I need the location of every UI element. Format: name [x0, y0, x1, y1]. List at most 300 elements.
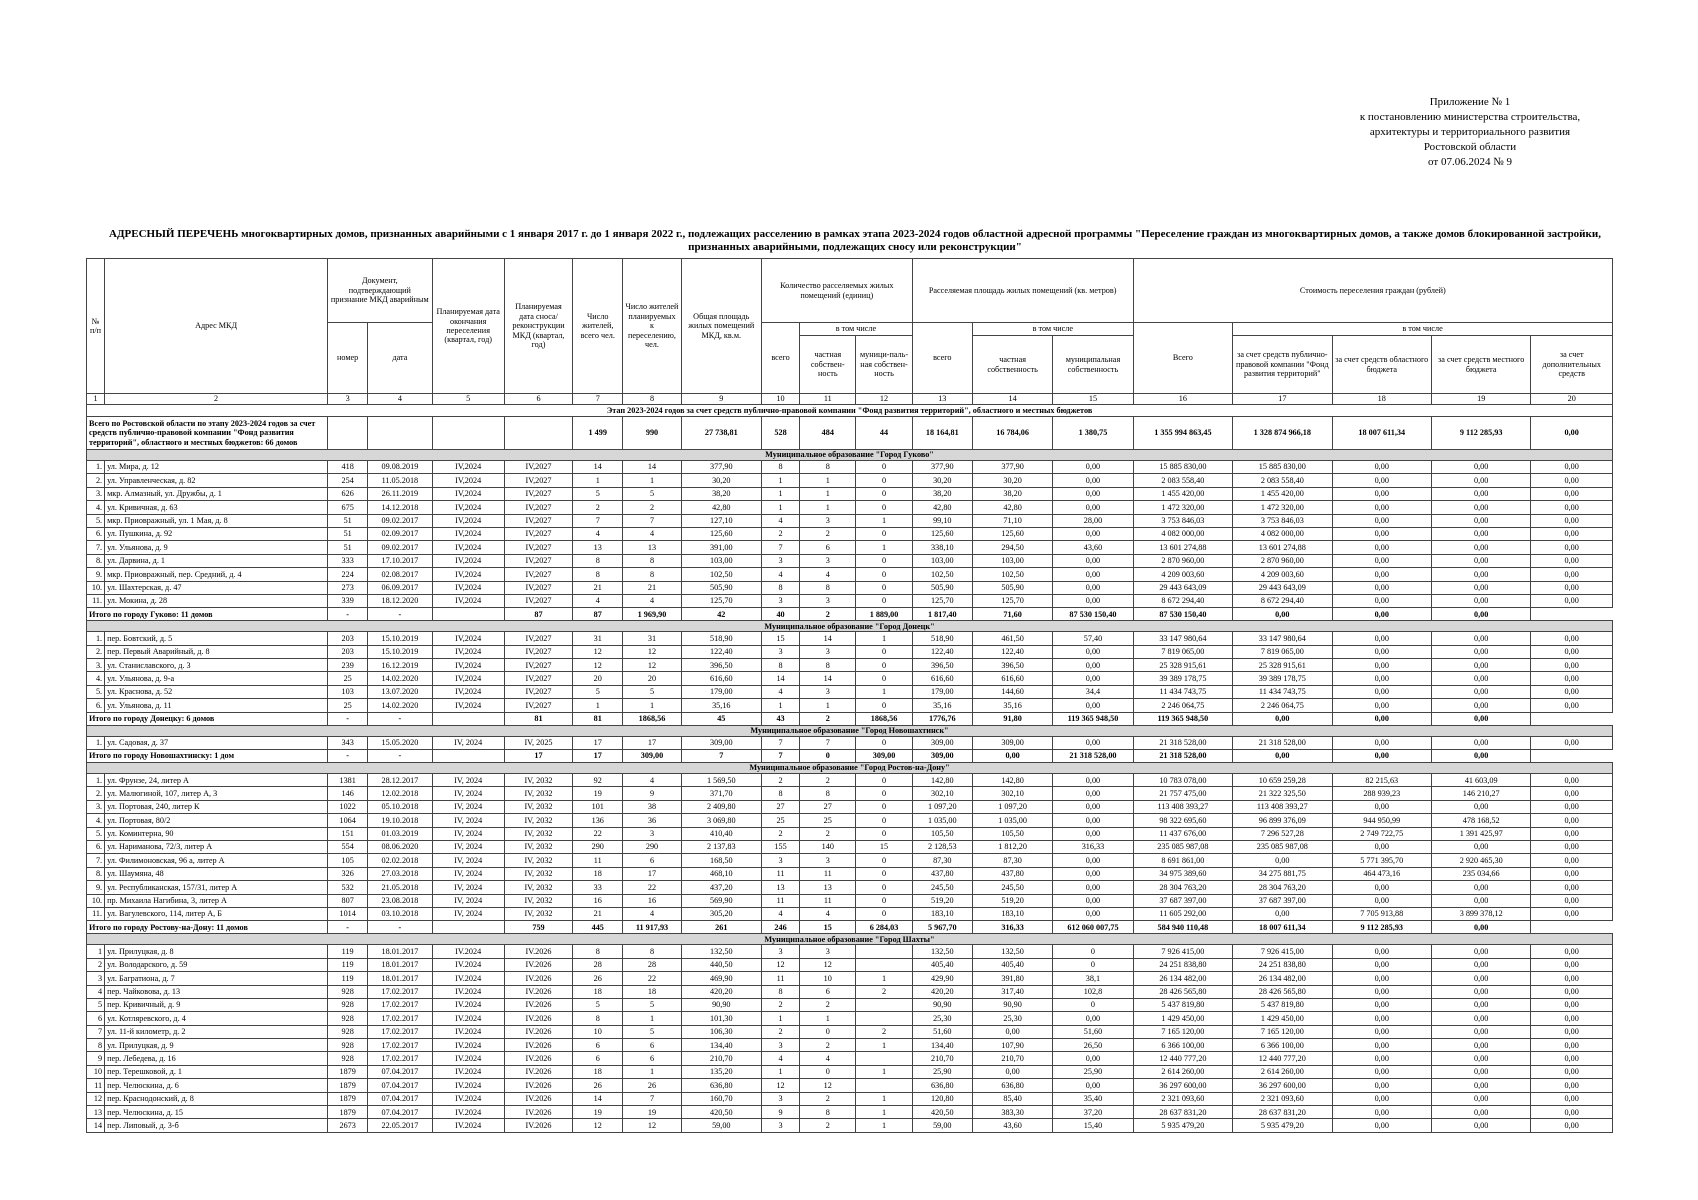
table-cell: 11 434 743,75 — [1133, 685, 1232, 698]
table-cell: 7 926 415,00 — [1233, 945, 1332, 958]
table-row — [87, 1092, 1613, 1105]
table-cell: 119 — [328, 945, 368, 958]
table-cell: 0,00 — [1431, 461, 1530, 474]
section-total-row — [87, 608, 1613, 621]
address-cell: ул. Пушкина, д. 92 — [105, 527, 328, 540]
table-cell: 0 — [856, 907, 912, 920]
table-cell: 0,00 — [1431, 1012, 1530, 1025]
section-total-cell: 0 — [800, 750, 856, 763]
table-cell: 7 — [87, 1025, 105, 1038]
table-cell: 122,40 — [912, 645, 972, 658]
section-total-cell: 71,60 — [972, 608, 1052, 621]
table-row — [87, 501, 1613, 514]
table-cell: 146 210,27 — [1431, 787, 1530, 800]
address-cell: пер. Лебедева, д. 16 — [105, 1052, 328, 1065]
table-row — [87, 985, 1613, 998]
grand-total-cell: 18 007 611,34 — [1332, 417, 1431, 450]
table-cell: 0 — [856, 461, 912, 474]
table-cell: 125,70 — [912, 594, 972, 607]
table-cell: 928 — [328, 1039, 368, 1052]
table-cell: 27 — [800, 800, 856, 813]
table-cell: 15 — [761, 632, 799, 645]
table-cell: IV.2024 — [432, 1119, 504, 1132]
table-cell: 8 691 861,00 — [1133, 854, 1232, 867]
table-cell: 420,50 — [681, 1106, 761, 1119]
table-cell: IV.2026 — [504, 1119, 572, 1132]
table-cell: 6 — [573, 1052, 623, 1065]
table-cell: 0,00 — [1332, 672, 1431, 685]
table-cell: 17.02.2017 — [368, 1012, 432, 1025]
table-cell: 85,40 — [972, 1092, 1052, 1105]
address-cell: ул. Прилуцкая, д. 9 — [105, 1039, 328, 1052]
table-row — [87, 814, 1613, 827]
address-cell: ул. Ульянова, д. 9 — [105, 541, 328, 554]
table-cell: 1 — [87, 945, 105, 958]
table-cell: IV,2027 — [504, 501, 572, 514]
table-cell: 4 — [761, 568, 799, 581]
table-cell: 1879 — [328, 1065, 368, 1078]
table-cell: 468,10 — [681, 867, 761, 880]
section-total-cell: 0,00 — [1233, 750, 1332, 763]
table-cell: 25 — [328, 672, 368, 685]
grand-total-cell: 9 112 285,93 — [1431, 417, 1530, 450]
table-cell: 2 614 260,00 — [1233, 1065, 1332, 1078]
column-number: 10 — [761, 394, 799, 405]
table-cell: IV.2024 — [432, 985, 504, 998]
table-cell: 0,00 — [1332, 501, 1431, 514]
table-cell: 420,50 — [912, 1106, 972, 1119]
table-cell: 0,00 — [1531, 1052, 1613, 1065]
table-cell: 30,20 — [972, 474, 1052, 487]
table-cell: 15 885 830,00 — [1133, 461, 1232, 474]
section-name: Муниципальное образование "Город Донецк" — [87, 621, 1613, 632]
table-row — [87, 659, 1613, 672]
table-cell: 28 426 565,80 — [1133, 985, 1232, 998]
table-cell: 1879 — [328, 1106, 368, 1119]
table-cell: 19.10.2018 — [368, 814, 432, 827]
address-cell: ул. Вагулевского, 114, литер А, Б — [105, 907, 328, 920]
table-cell: 28,00 — [1053, 514, 1133, 527]
table-cell: 7 — [761, 541, 799, 554]
table-cell: 01.03.2019 — [368, 827, 432, 840]
table-cell: 0,00 — [1531, 474, 1613, 487]
table-cell: 28 — [623, 958, 681, 971]
grand-total-cell: 44 — [856, 417, 912, 450]
table-cell: 0,00 — [1053, 827, 1133, 840]
table-cell: 6 366 100,00 — [1233, 1039, 1332, 1052]
table-cell: 16 — [573, 894, 623, 907]
table-cell: 9. — [87, 881, 105, 894]
table-cell: 0,00 — [1431, 645, 1530, 658]
table-cell: 11 — [761, 972, 799, 985]
table-cell: 119 — [328, 958, 368, 971]
table-cell: 90,90 — [681, 998, 761, 1011]
table-cell: 461,50 — [972, 632, 1052, 645]
table-cell: 0,00 — [1332, 881, 1431, 894]
table-cell: 1 — [856, 541, 912, 554]
table-cell: 179,00 — [681, 685, 761, 698]
section-total-cell: 87 — [504, 608, 572, 621]
table-cell: 0,00 — [1053, 568, 1133, 581]
table-cell: 305,20 — [681, 907, 761, 920]
table-cell: 8 — [623, 568, 681, 581]
table-row — [87, 699, 1613, 712]
table-cell: 0,00 — [1531, 907, 1613, 920]
table-cell: 9. — [87, 568, 105, 581]
table-cell: 1 472 320,00 — [1133, 501, 1232, 514]
table-cell: 134,40 — [681, 1039, 761, 1052]
table-cell: 3 — [761, 854, 799, 867]
address-cell: ул. Портовая, 80/2 — [105, 814, 328, 827]
table-cell: 51 — [328, 541, 368, 554]
grand-total-cell: 0,00 — [1531, 417, 1613, 450]
table-cell: 3 — [800, 645, 856, 658]
table-cell: IV,2027 — [504, 685, 572, 698]
section-header-row — [87, 934, 1613, 945]
table-cell: 0,00 — [1332, 632, 1431, 645]
address-cell: пер. Кривичный, д. 9 — [105, 998, 328, 1011]
section-total-cell: 42 — [681, 608, 761, 621]
table-cell: IV, 2032 — [504, 800, 572, 813]
table-cell: 1 429 450,00 — [1133, 1012, 1232, 1025]
table-cell: 391,00 — [681, 541, 761, 554]
table-cell: 302,10 — [972, 787, 1052, 800]
table-cell: 12 — [573, 645, 623, 658]
table-cell: 0,00 — [1233, 907, 1332, 920]
table-cell: 338,10 — [912, 541, 972, 554]
table-cell: 2 870 960,00 — [1133, 554, 1232, 567]
table-cell: 3 — [761, 554, 799, 567]
table-cell: 25,30 — [972, 1012, 1052, 1025]
table-cell: 2 — [623, 501, 681, 514]
header-total-area: Общая площадь жилых помещений МКД, кв.м. — [681, 259, 761, 394]
table-cell: 10 — [87, 1065, 105, 1078]
table-cell: 554 — [328, 840, 368, 853]
table-cell: 38,20 — [681, 487, 761, 500]
table-cell: IV, 2024 — [432, 736, 504, 749]
table-cell: 1 569,50 — [681, 774, 761, 787]
table-cell: 132,50 — [912, 945, 972, 958]
table-cell: 0,00 — [1531, 1025, 1613, 1038]
table-cell: IV.2026 — [504, 1092, 572, 1105]
table-cell: 1 097,20 — [912, 800, 972, 813]
table-cell: 105,50 — [912, 827, 972, 840]
table-cell: 4 — [623, 594, 681, 607]
table-cell: 0,00 — [1332, 945, 1431, 958]
table-cell: 5. — [87, 514, 105, 527]
table-cell: 28 304 763,20 — [1133, 881, 1232, 894]
table-cell: IV.2026 — [504, 1052, 572, 1065]
section-total-cell: 87 — [573, 608, 623, 621]
table-cell: 1 035,00 — [972, 814, 1052, 827]
table-cell: 0,00 — [1531, 787, 1613, 800]
table-cell: 17.02.2017 — [368, 1025, 432, 1038]
table-cell: 616,60 — [681, 672, 761, 685]
column-number: 14 — [972, 394, 1052, 405]
table-cell: 0,00 — [1431, 474, 1530, 487]
table-cell: 11 437 676,00 — [1133, 827, 1232, 840]
section-total-cell: - — [368, 750, 432, 763]
table-cell: 405,40 — [972, 958, 1052, 971]
table-cell: 51,60 — [912, 1025, 972, 1038]
table-cell: 505,90 — [972, 581, 1052, 594]
section-total-label: Итого по городу Ростову-на-Дону: 11 домов — [87, 921, 328, 934]
header-doc-date: дата — [368, 323, 432, 394]
section-total-cell: 40 — [761, 608, 799, 621]
appendix-block — [1320, 95, 1620, 170]
table-row — [87, 894, 1613, 907]
table-cell: 29 443 643,09 — [1233, 581, 1332, 594]
table-row — [87, 800, 1613, 813]
section-total-cell: 87 530 150,40 — [1133, 608, 1232, 621]
section-total-cell: 1868,56 — [856, 712, 912, 725]
table-cell: 1 — [856, 1065, 912, 1078]
table-cell: 140 — [800, 840, 856, 853]
table-cell: 03.10.2018 — [368, 907, 432, 920]
table-cell: 0,00 — [1332, 1119, 1431, 1132]
table-cell: 3 — [761, 1039, 799, 1052]
address-cell: ул. Мокина, д. 28 — [105, 594, 328, 607]
section-name: Муниципальное образование "Город Новошахтинск" — [87, 725, 1613, 736]
table-cell: IV.2024 — [432, 1065, 504, 1078]
table-cell: 0,00 — [1531, 461, 1613, 474]
table-cell: 101 — [573, 800, 623, 813]
table-cell: 0,00 — [1332, 800, 1431, 813]
table-cell: 302,10 — [912, 787, 972, 800]
table-cell: IV,2024 — [432, 685, 504, 698]
table-cell: 290 — [623, 840, 681, 853]
table-cell: 51 — [328, 514, 368, 527]
table-row — [87, 487, 1613, 500]
table-cell: 0,00 — [1431, 945, 1530, 958]
table-cell: 142,80 — [972, 774, 1052, 787]
table-cell: 0,00 — [1332, 568, 1431, 581]
table-cell: 38 — [623, 800, 681, 813]
table-cell: 2 321 093,60 — [1133, 1092, 1232, 1105]
table-cell: 0,00 — [1053, 1052, 1133, 1065]
table-cell: 13 601 274,88 — [1233, 541, 1332, 554]
table-cell: IV, 2032 — [504, 854, 572, 867]
table-cell: 7 — [761, 736, 799, 749]
table-cell: 18 — [573, 1065, 623, 1078]
table-cell: IV,2024 — [432, 672, 504, 685]
grand-total-cell: 990 — [623, 417, 681, 450]
table-cell: 0 — [856, 800, 912, 813]
table-cell: 0 — [856, 881, 912, 894]
table-cell: 6. — [87, 699, 105, 712]
table-cell: 26 134 482,00 — [1233, 972, 1332, 985]
table-cell: 12 — [573, 1119, 623, 1132]
table-cell: 254 — [328, 474, 368, 487]
table-cell: 127,10 — [681, 514, 761, 527]
table-cell: 0 — [856, 787, 912, 800]
table-cell: 418 — [328, 461, 368, 474]
table-cell: 120,80 — [912, 1092, 972, 1105]
appendix-line: к постановлению министерства строительства, — [1359, 111, 1581, 123]
grand-total-cell: 27 738,81 — [681, 417, 761, 450]
section-header-row — [87, 621, 1613, 632]
address-cell: мкр. Приовражный, пер. Средний, д. 4 — [105, 568, 328, 581]
table-cell: 21 — [573, 907, 623, 920]
stage-label: Этап 2023-2024 годов за счет средств публично-правовой компании "Фонд развития территорий", областного и местных бюджетов — [87, 405, 1613, 417]
table-cell: 6. — [87, 527, 105, 540]
table-cell: 8. — [87, 867, 105, 880]
table-cell: 31 — [573, 632, 623, 645]
table-row — [87, 568, 1613, 581]
table-cell: 3 753 846,03 — [1133, 514, 1232, 527]
header-residents-plan: Число жителей планируемых к переселению, чел. — [623, 259, 681, 394]
table-cell: 616,60 — [972, 672, 1052, 685]
table-cell: 12 440 777,20 — [1133, 1052, 1232, 1065]
table-cell: 17.10.2017 — [368, 554, 432, 567]
table-cell: 11 — [761, 894, 799, 907]
table-cell: 5 — [87, 998, 105, 1011]
section-total-cell: 1776,76 — [912, 712, 972, 725]
table-cell: 37 687 397,00 — [1133, 894, 1232, 907]
table-cell: 183,10 — [912, 907, 972, 920]
table-cell: 15 885 830,00 — [1233, 461, 1332, 474]
table-cell: 0,00 — [1332, 527, 1431, 540]
table-cell: 13 — [573, 541, 623, 554]
section-total-cell: 1 889,00 — [856, 608, 912, 621]
table-cell: 18.12.2020 — [368, 594, 432, 607]
table-cell: 0,00 — [1332, 1025, 1431, 1038]
table-cell: 245,50 — [972, 881, 1052, 894]
table-cell: 14 — [800, 632, 856, 645]
table-cell: 103,00 — [681, 554, 761, 567]
table-cell: 0,00 — [1531, 1092, 1613, 1105]
address-cell: пер. Чайковова, д. 13 — [105, 985, 328, 998]
table-cell: 25 — [761, 814, 799, 827]
table-cell: 24 251 838,80 — [1133, 958, 1232, 971]
table-cell: 14 — [800, 672, 856, 685]
table-cell: 288 939,23 — [1332, 787, 1431, 800]
table-cell: IV, 2024 — [432, 827, 504, 840]
table-cell: 2 — [761, 527, 799, 540]
table-cell: 0,00 — [1332, 685, 1431, 698]
section-total-cell: 759 — [504, 921, 572, 934]
table-cell: IV,2024 — [432, 487, 504, 500]
table-cell: 102,8 — [1053, 985, 1133, 998]
table-cell: 3 — [761, 1119, 799, 1132]
table-cell: 5 — [623, 998, 681, 1011]
table-cell: 0,00 — [1531, 514, 1613, 527]
table-cell: 102,50 — [912, 568, 972, 581]
table-cell: 1 — [573, 474, 623, 487]
table-cell: 0 — [856, 581, 912, 594]
table-row — [87, 645, 1613, 658]
table-cell: 11 — [761, 867, 799, 880]
table-cell: 0 — [1053, 998, 1133, 1011]
table-cell: 07.04.2017 — [368, 1092, 432, 1105]
address-cell: пер. Терешковой, д. 1 — [105, 1065, 328, 1078]
table-cell: 12 440 777,20 — [1233, 1052, 1332, 1065]
table-row — [87, 685, 1613, 698]
section-total-cell: 0,00 — [1332, 608, 1431, 621]
table-cell: IV.2024 — [432, 1106, 504, 1119]
address-cell: ул. Управленческая, д. 82 — [105, 474, 328, 487]
table-cell: 0,00 — [1332, 736, 1431, 749]
table-cell: 505,90 — [912, 581, 972, 594]
address-cell: ул. Ульянова, д. 9-а — [105, 672, 328, 685]
table-cell: 33 147 980,64 — [1233, 632, 1332, 645]
table-cell: 0 — [856, 527, 912, 540]
table-cell: 0,00 — [1053, 659, 1133, 672]
table-cell: 3 753 846,03 — [1233, 514, 1332, 527]
table-cell: 59,00 — [912, 1119, 972, 1132]
table-cell: 5. — [87, 827, 105, 840]
table-cell: 928 — [328, 1025, 368, 1038]
table-cell: 17.02.2017 — [368, 1052, 432, 1065]
table-cell: 1. — [87, 461, 105, 474]
table-cell: 807 — [328, 894, 368, 907]
table-row — [87, 774, 1613, 787]
table-cell: 1381 — [328, 774, 368, 787]
table-cell: 10 783 078,00 — [1133, 774, 1232, 787]
table-cell: 0 — [856, 487, 912, 500]
table-cell: 0,00 — [1431, 1079, 1530, 1092]
table-cell: 0,00 — [1531, 854, 1613, 867]
table-cell: 1 — [856, 685, 912, 698]
table-cell: 8 672 294,40 — [1133, 594, 1232, 607]
table-cell: 0,00 — [1431, 958, 1530, 971]
table-cell: 1 455 420,00 — [1233, 487, 1332, 500]
table-row — [87, 1039, 1613, 1052]
table-cell: 0,00 — [1531, 814, 1613, 827]
header-area-group: Расселяемая площадь жилых помещений (кв. метров) — [912, 259, 1133, 323]
table-cell: IV, 2024 — [432, 840, 504, 853]
table-cell: 125,70 — [681, 594, 761, 607]
table-cell: IV, 2032 — [504, 867, 572, 880]
address-cell: ул. Прилуцкая, д. 8 — [105, 945, 328, 958]
table-cell: 2 — [856, 985, 912, 998]
table-cell: 125,60 — [972, 527, 1052, 540]
table-cell: 3 — [761, 594, 799, 607]
table-cell: 3 — [761, 945, 799, 958]
table-cell: 0,00 — [1531, 554, 1613, 567]
section-total-row — [87, 750, 1613, 763]
table-cell: IV,2024 — [432, 527, 504, 540]
table-cell: 28.12.2017 — [368, 774, 432, 787]
table-cell: 0 — [856, 867, 912, 880]
table-cell: 103,00 — [912, 554, 972, 567]
table-cell: 309,00 — [912, 736, 972, 749]
table-cell: 8 — [87, 1039, 105, 1052]
table-cell: 29 443 643,09 — [1133, 581, 1232, 594]
table-cell: 8 — [800, 461, 856, 474]
table-cell: 410,40 — [681, 827, 761, 840]
table-cell: IV,2027 — [504, 594, 572, 607]
table-cell: IV.2026 — [504, 1039, 572, 1052]
section-total-cell: 43 — [761, 712, 799, 725]
table-cell: 0,00 — [1053, 527, 1133, 540]
table-cell: 4 082 000,00 — [1133, 527, 1232, 540]
table-cell: 183,10 — [972, 907, 1052, 920]
table-cell: 2 321 093,60 — [1233, 1092, 1332, 1105]
table-cell: 4 — [761, 907, 799, 920]
section-name: Муниципальное образование "Город Шахты" — [87, 934, 1613, 945]
table-cell: 5 771 395,70 — [1332, 854, 1431, 867]
header-count-total: всего — [761, 323, 799, 394]
table-cell: 0 — [856, 736, 912, 749]
grand-total-cell — [368, 417, 432, 450]
table-cell: 569,90 — [681, 894, 761, 907]
table-cell: 0,00 — [1332, 554, 1431, 567]
header-plan-demolish: Планируемая дата сноса/реконструкции МКД (квартал, год) — [504, 259, 572, 394]
table-cell: 7. — [87, 854, 105, 867]
table-cell: 6 — [623, 854, 681, 867]
section-total-cell: 0,00 — [1431, 712, 1530, 725]
